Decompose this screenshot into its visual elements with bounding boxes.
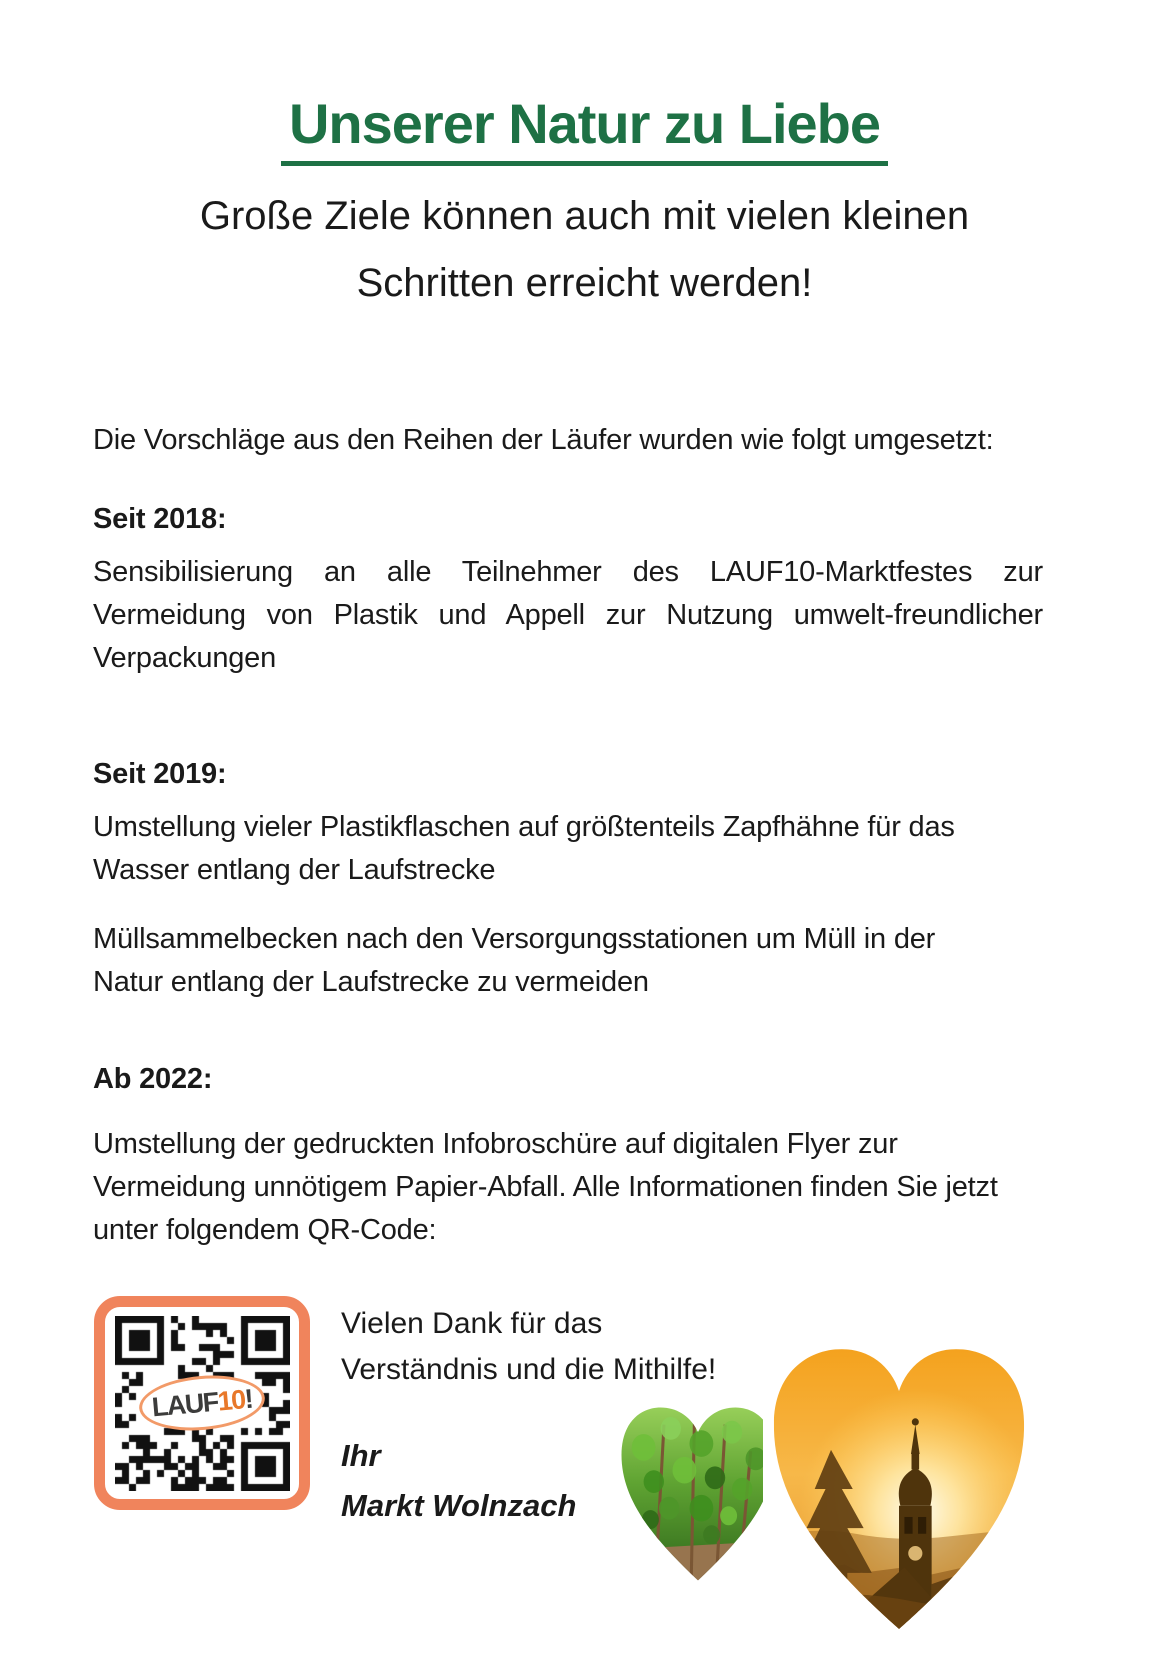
vineyard-heart-image [613, 1398, 783, 1588]
lauf10-logo-text: LAUF [150, 1386, 219, 1422]
header [0, 92, 1169, 166]
thanks-line-2: Verständnis und die Mithilfe! [341, 1353, 717, 1386]
section-heading-2018: Seit 2018: [93, 503, 227, 535]
page-title: Unserer Natur zu Liebe [281, 92, 888, 166]
section-2018-paragraph: Sensibilisierung an alle Teilnehmer des LAUF10-Marktfestes zur Vermeidung von Plastik und Appell zur Nutzung umwelt-freundlicher Verpackungen [93, 556, 1043, 674]
sunset-church-heart-svg [763, 1338, 1035, 1640]
thanks-text [341, 1301, 716, 1393]
subtitle-line-2: Schritten erreicht werden! [356, 261, 813, 305]
subtitle-line-1: Große Ziele können auch mit vielen kleinen [199, 194, 970, 238]
lauf10-logo-exclamation: ! [243, 1383, 254, 1414]
qr-code [94, 1296, 310, 1510]
vineyard-heart-svg [613, 1398, 783, 1588]
section-2019-paragraph-2: Müllsammelbecken nach den Versorgungsstationen um Müll in der Natur entlang der Laufstrecke zu vermeiden [93, 923, 936, 998]
signature-markt-wolnzach: Markt Wolnzach [341, 1488, 577, 1523]
sunset-church-heart-image [763, 1338, 1035, 1640]
section-2019-paragraph-1: Umstellung vieler Plastikflaschen auf größtenteils Zapfhähne für das Wasser entlang der Laufstrecke [93, 811, 955, 886]
section-heading-2019: Seit 2019: [93, 758, 227, 790]
section-heading-2022: Ab 2022: [93, 1063, 213, 1095]
thanks-line-1: Vielen Dank für das [341, 1307, 603, 1340]
lauf10-logo-number: 10 [216, 1383, 246, 1417]
section-2022-paragraph: Umstellung der gedruckten Infobroschüre auf digitalen Flyer zur Vermeidung unnötigem Papier-Abfall. Alle Informationen finden Sie jetzt unter folgendem QR-Code: [93, 1128, 998, 1246]
page-subtitle [0, 183, 1169, 317]
intro-text: Die Vorschläge aus den Reihen der Läufer wurden wie folgt umgesetzt: [93, 424, 994, 456]
signature-ihr: Ihr [341, 1438, 381, 1473]
